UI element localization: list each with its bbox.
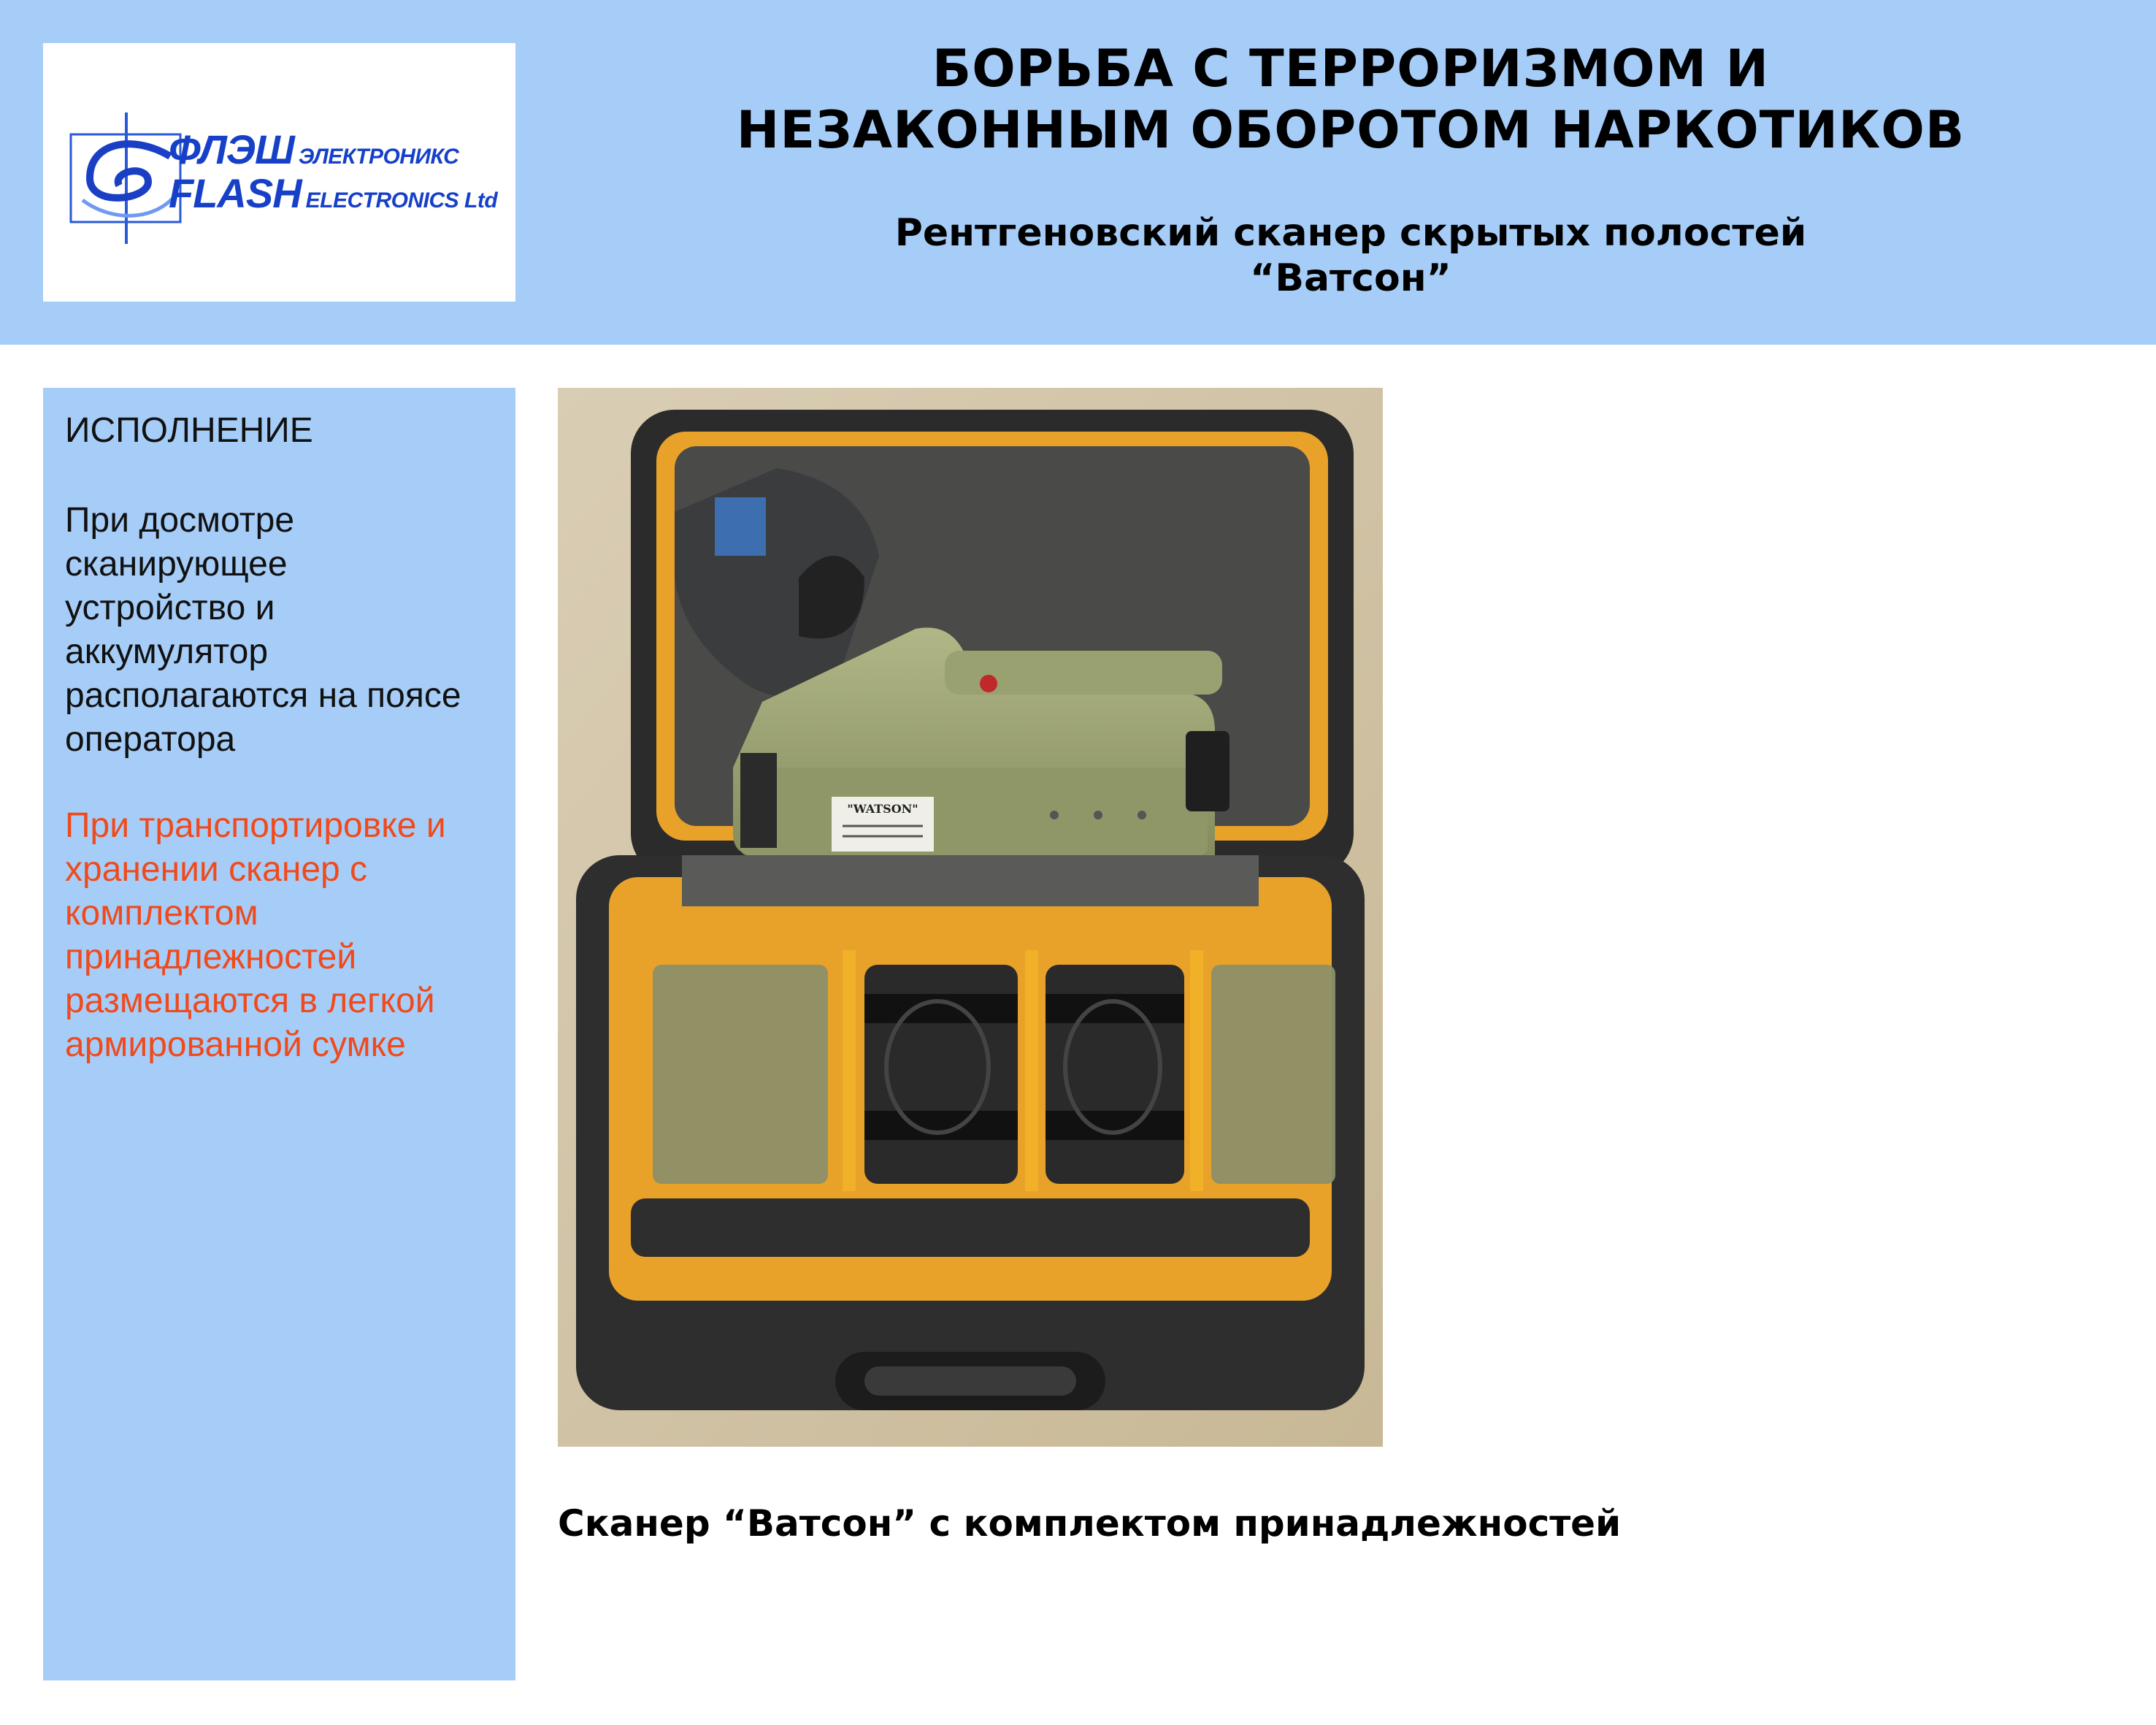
logo-wordmark (169, 126, 498, 216)
sidebar-heading: ИСПОЛНЕНИЕ (65, 411, 313, 450)
sidebar-paragraph-transport (65, 804, 503, 1067)
page-title-line-2: НЕЗАКОННЫМ ОБОРОТОМ НАРКОТИКОВ (736, 100, 1965, 160)
product-photo (558, 388, 1383, 1447)
usage-line: аккумулятор (65, 632, 269, 671)
usage-line: устройство и (65, 589, 275, 627)
device-label: "WATSON" (847, 802, 918, 816)
usage-line: При досмотре (65, 501, 295, 540)
transport-line: хранении сканер с (65, 850, 368, 889)
title-block (555, 38, 2147, 301)
accessory-compartments (631, 950, 1335, 1257)
header-band (0, 0, 2156, 345)
page-title (555, 38, 2147, 161)
page-subtitle-line-1: Рентгеновский сканер скрытых полостей (894, 211, 1807, 255)
logo-english-name: FLASH (169, 170, 302, 216)
transport-line: При транспортировке и (65, 806, 446, 845)
transport-line: армированной сумке (65, 1025, 406, 1064)
case-handle (835, 1352, 1105, 1410)
transport-line: размещаются в легкой (65, 982, 435, 1020)
usage-line: оператора (65, 720, 236, 759)
transport-line: принадлежностей (65, 938, 357, 976)
page-subtitle-line-2: “Ватсон” (1250, 256, 1451, 300)
logo-russian-suffix: ЭЛЕКТРОНИКС (298, 145, 459, 169)
company-logo (43, 43, 515, 302)
sidebar-paragraph-usage (65, 499, 503, 762)
info-sidebar (43, 388, 515, 1680)
transport-line: комплектом (65, 894, 258, 933)
photo-caption: Сканер “Ватсон” с комплектом принадлежностей (558, 1502, 1622, 1545)
usage-line: сканирующее (65, 545, 288, 584)
page-subtitle (555, 210, 2147, 301)
logo-russian-name: ФЛЭШ (169, 126, 294, 172)
page-title-line-1: БОРЬБА С ТЕРРОРИЗМОМ И (932, 39, 1770, 99)
usage-line: располагаются на поясе (65, 676, 461, 715)
logo-english-suffix: ELECTRONICS Ltd (305, 188, 498, 213)
